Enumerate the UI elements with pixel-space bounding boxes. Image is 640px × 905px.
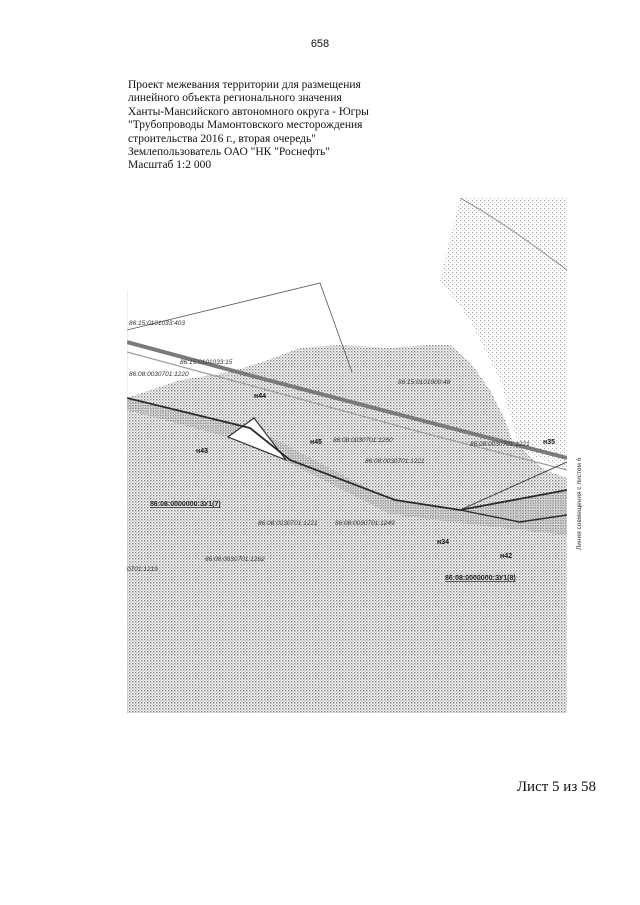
point-label-n45: н45 xyxy=(310,439,323,446)
header-line-2: линейного объекта регионального значения xyxy=(128,92,342,105)
parcel-label-1221-a: 86:08:0030701:1221 xyxy=(470,441,530,448)
point-label-n43: н43 xyxy=(196,448,209,455)
parcel-label-1249: 86:08:0030701:1249 xyxy=(335,520,395,527)
header-line-7: Масштаб 1:2 000 xyxy=(128,159,212,172)
parcel-label-1221-b: 86:08:0030701:1221 xyxy=(365,458,425,465)
header-line-6: Землепользователь ОАО "НК "Роснефть" xyxy=(128,146,330,159)
sheet-number: Лист 5 из 58 xyxy=(516,779,596,795)
match-line-label: Линия совмещения с листом 6 xyxy=(576,457,583,550)
point-label-n35: н35 xyxy=(543,439,556,446)
zu-label-7: 86:08:0000000:ЗУ1(7) xyxy=(150,501,221,508)
point-label-n34: н34 xyxy=(437,539,450,546)
parcel-label-1262: 86:08:0030701:1262 xyxy=(205,556,265,563)
header-line-4: "Трубопроводы Мамонтовского месторождения xyxy=(128,119,363,132)
zu-label-8: 86:08:0000000:ЗУ1(8) xyxy=(445,575,516,582)
parcel-label-15: 86:15:0101033:15 xyxy=(180,359,233,366)
point-label-n42: н42 xyxy=(500,553,513,560)
parcel-label-1220: 86:08:0030701:1220 xyxy=(129,371,189,378)
header-line-5: строительства 2016 г., вторая очередь" xyxy=(128,132,316,145)
header-line-1: Проект межевания территории для размещения xyxy=(128,79,361,91)
parcel-label-1260: 86:08:0030701:1260 xyxy=(333,437,393,444)
parcel-label-1219: 0701:1219 xyxy=(127,566,158,573)
parcel-label-48: 86:15:0101000:48 xyxy=(398,379,451,386)
parcel-label-403: 86:15:0101033:403 xyxy=(129,320,186,327)
parcel-label-1221-c: 86:08:0030701:1221 xyxy=(258,520,318,527)
point-label-n44: н44 xyxy=(254,393,267,400)
header-line-3: Ханты-Мансийского автономного округа - Югры xyxy=(128,105,369,118)
page-number: 658 xyxy=(310,38,330,50)
